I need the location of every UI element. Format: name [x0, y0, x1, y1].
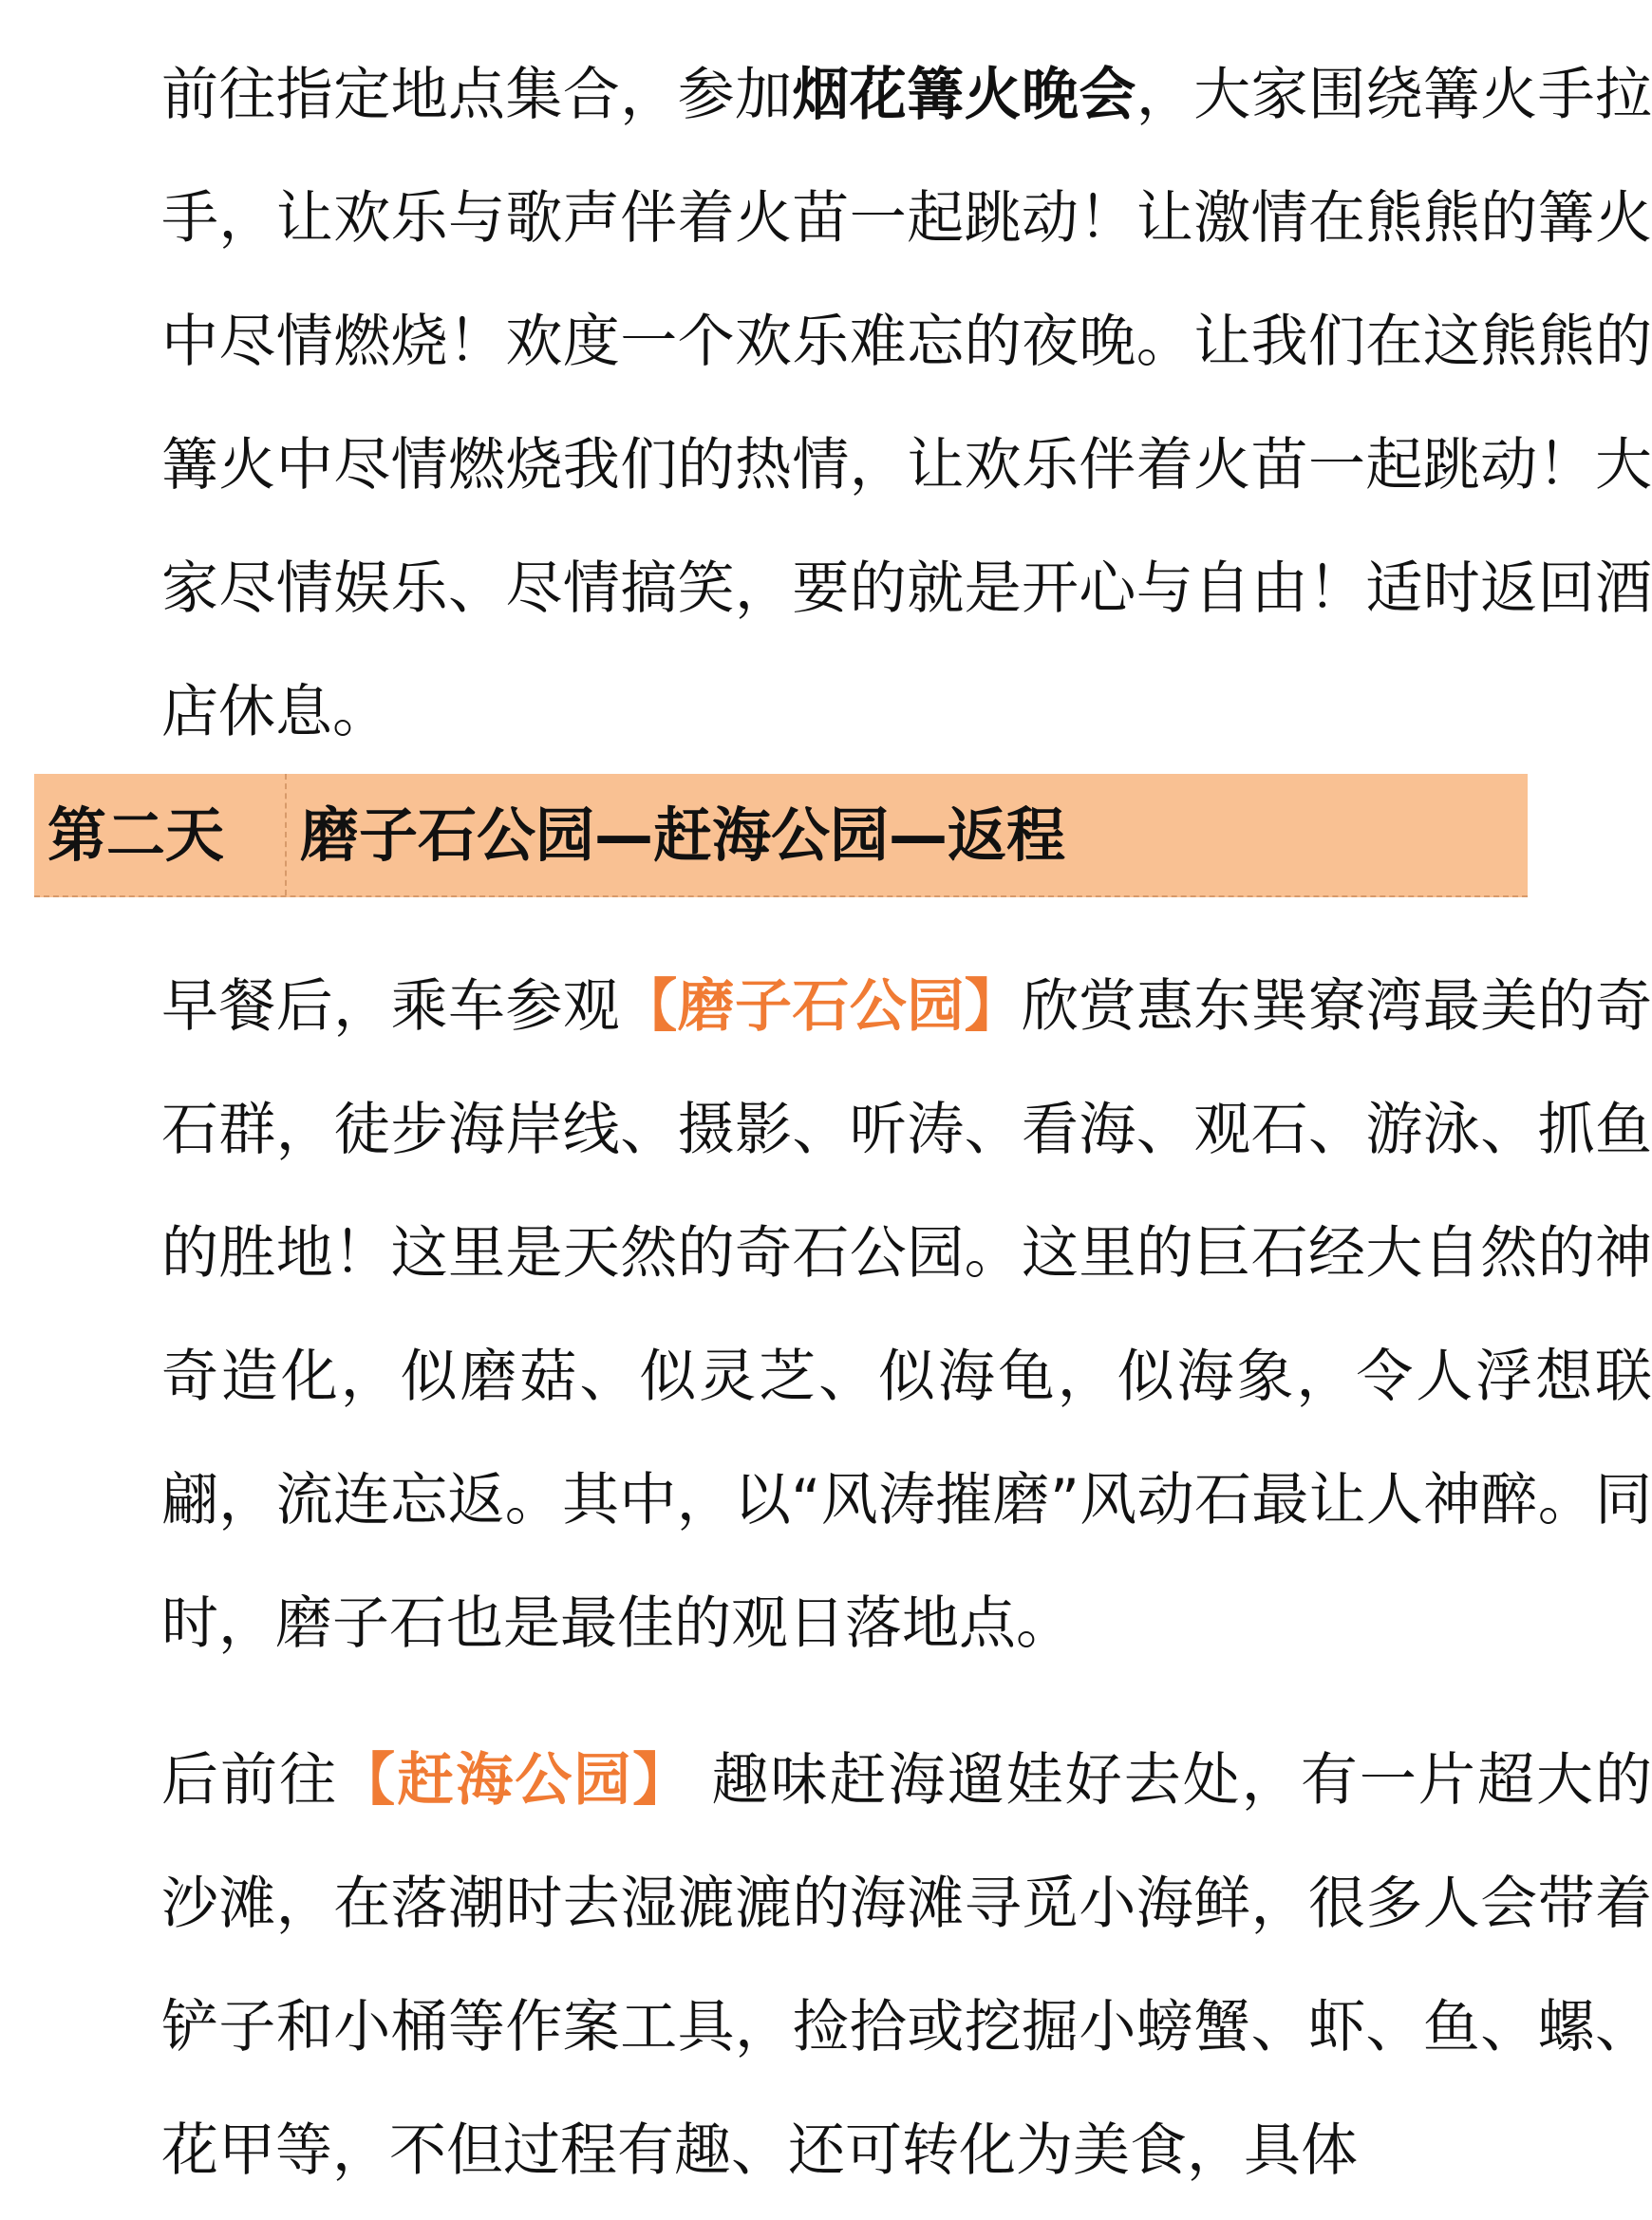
paragraph-text: 欣赏惠东巽寮湾最美的奇石群，徒步海岸线、摄影、听涛、看海、观石、游泳、抓鱼的胜地！这里是天然的奇石公园。这里的巨石经大自然的神奇造化，似磨菇、似灵芝、似海龟，似海象，令人浮想联翩，流连忘返。其中，以“风涛摧磨”风动石最让人神醉。同时，磨子石也是最佳的观日落地点。: [161, 973, 1652, 1657]
paragraph-bonfire-party: [47, 33, 1652, 774]
paragraph-ganhai-park: [47, 1719, 1652, 2212]
paragraph-text: 后前往: [161, 1747, 339, 1814]
highlight-place-name: 【磨子石公园】: [620, 973, 1023, 1040]
day-label: 第二天: [47, 800, 225, 870]
paragraph-text: ，大家围绕篝火手拉手，让欢乐与歌声伴着火苗一起跳动！让激情在熊熊的篝火中尽情燃烧！欢度一个欢乐难忘的夜晚。让我们在这熊熊的篝火中尽情燃烧我们的热情，让欢乐伴着火苗一起跳动！大家尽情娱乐、尽情搞笑，要的就是开心与自由！适时返回酒店休息。: [161, 62, 1652, 745]
route-title: 磨子石公园—赶海公园—返程: [300, 800, 1066, 870]
paragraph-text: 前往指定地点集合，参加: [161, 62, 793, 128]
event-name-bold: 烟花篝火晚会: [792, 62, 1136, 128]
day-header-band: [34, 774, 1528, 897]
paragraph-mozishi-park: [47, 945, 1652, 1685]
column-divider: [285, 774, 287, 895]
highlight-place-name: 【赶海公园】: [338, 1747, 692, 1814]
paragraph-text: 趣味赶海遛娃好去处，有一片超大的沙滩，在落潮时去湿漉漉的海滩寻觅小海鲜，很多人会带着铲子和小桶等作案工具，捡拾或挖掘小螃蟹、虾、鱼、螺、花甲等，不但过程有趣、还可转化为美食，具体: [161, 1747, 1652, 2184]
paragraph-text: 早餐后，乘车参观: [161, 973, 621, 1040]
